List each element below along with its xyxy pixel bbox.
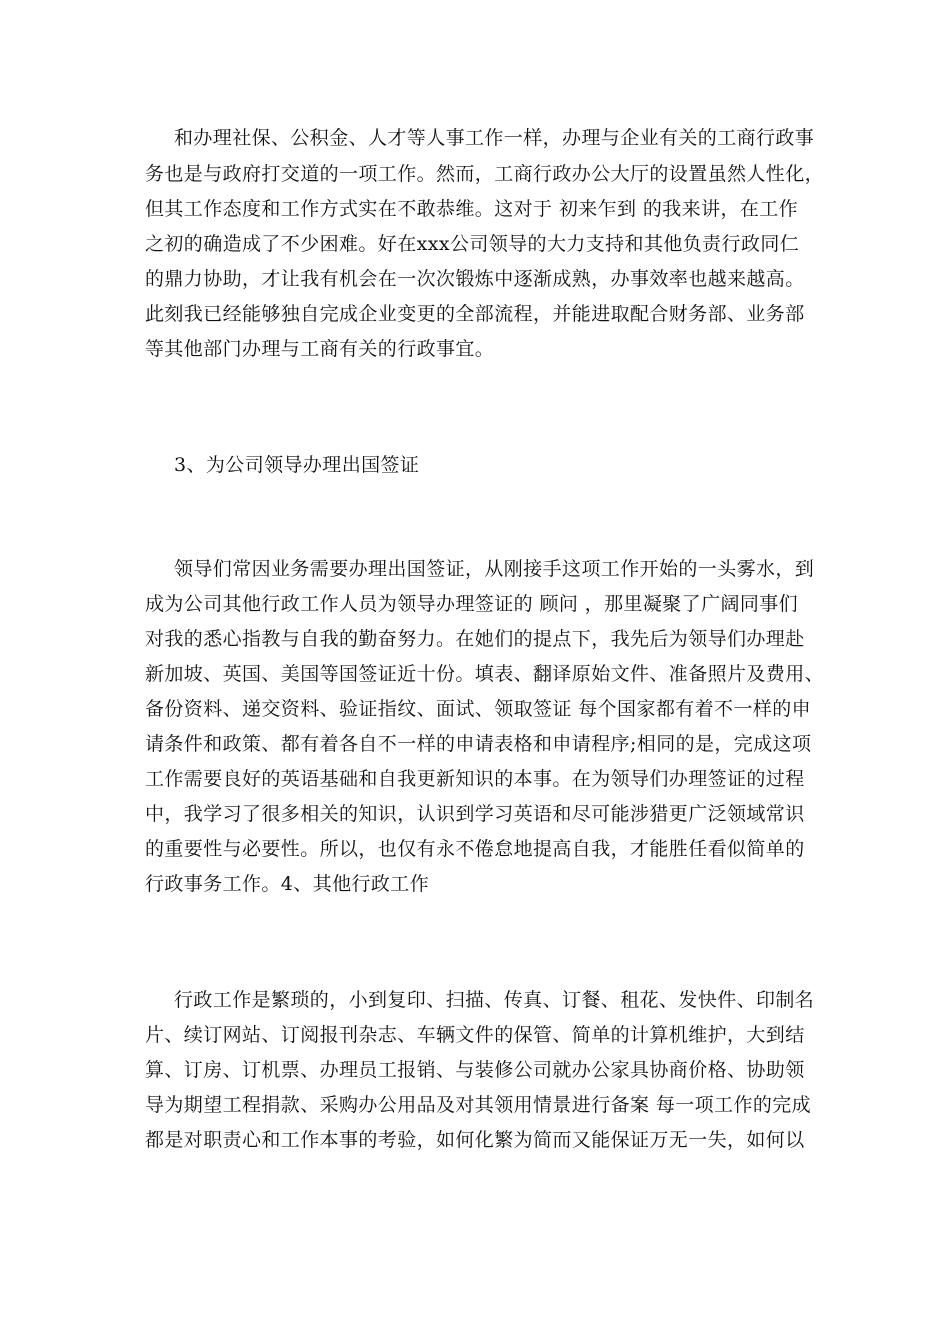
text-line: 都是对职责心和工作本事的考验，如何化繁为简而又能保证万无一失，如何以 (145, 1129, 805, 1151)
text-line: 成为公司其他行政工作人员为领导办理签证的 顾问 ，那里凝聚了广阔同事们 (145, 593, 799, 615)
text-line: 中，我学习了很多相关的知识，认识到学习英语和尽可能涉猎更广泛领域常识 (145, 803, 805, 825)
text-line: 片、续订网站、订阅报刊杂志、车辆文件的保管、简单的计算机维护，大到结 (145, 1024, 805, 1046)
text-line: 请条件和政策、都有着各自不一样的申请表格和申请程序;相同的是，完成这项 (145, 733, 812, 755)
text-line: 的鼎力协助，才让我有机会在一次次锻炼中逐渐成熟，办事效率也越来越高。 (145, 268, 805, 290)
text-line: 工作需要良好的英语基础和自我更新知识的本事。在为领导们办理签证的过程 (145, 768, 805, 790)
text-line: 领导们常因业务需要办理出国签证，从刚接手这项工作开始的一头雾水，到 (174, 558, 815, 580)
text-line: 等其他部门办理与工商有关的行政事宜。 (145, 338, 495, 360)
text-line: 备份资料、递交资料、验证指纹、面试、领取签证 每个国家都有着不一样的申 (145, 698, 812, 720)
text-line: 和办理社保、公积金、人才等人事工作一样，办理与企业有关的工商行政事 (174, 127, 815, 149)
text-line: 此刻我已经能够独自完成企业变更的全部流程，并能进取配合财务部、业务部 (145, 303, 805, 325)
text-line: 算、订房、订机票、办理员工报销、与装修公司就办公家具协商价格、协助领 (145, 1059, 805, 1081)
text-line: 行政工作是繁琐的，小到复印、扫描、传真、订餐、租花、发快件、印制名 (174, 989, 815, 1011)
text-line: 新加坡、英国、美国等国签证近十份。填表、翻译原始文件、准备照片及费用、 (145, 663, 825, 685)
text-line: 务也是与政府打交道的一项工作。然而，工商行政办公大厅的设置虽然人性化， (145, 163, 825, 185)
text-line: 对我的悉心指教与自我的勤奋努力。在她们的提点下，我先后为领导们办理赴 (145, 628, 805, 650)
section-heading: 3、为公司领导办理出国签证 (174, 454, 420, 476)
text-line: 之初的确造成了不少困难。好在xxx公司领导的大力支持和其他负责行政同仁 (145, 233, 800, 255)
text-line: 但其工作态度和工作方式实在不敢恭维。这对于 初来乍到 的我来讲，在工作 (145, 198, 799, 220)
text-line: 的重要性与必要性。所以，也仅有永不倦怠地提高自我，才能胜任看似简单的 (145, 838, 805, 860)
text-line: 导为期望工程捐款、采购办公用品及对其领用情景进行备案 每一项工作的完成 (145, 1094, 812, 1116)
text-line: 行政事务工作。4、其他行政工作 (145, 873, 430, 895)
